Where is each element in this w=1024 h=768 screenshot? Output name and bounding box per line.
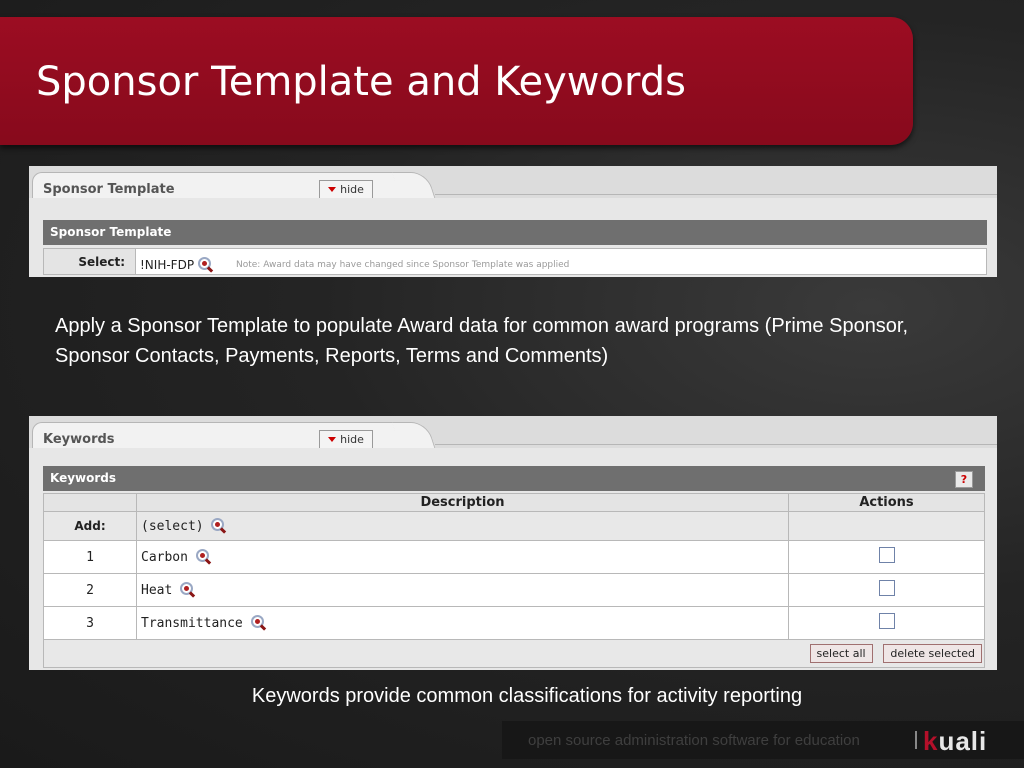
magnifier-icon[interactable]: [251, 615, 264, 628]
table-footer-row: [44, 640, 985, 668]
footer-bar: [502, 721, 1024, 759]
keyword-description: Carbon: [137, 541, 789, 574]
sponsor-template-panel: [29, 166, 997, 277]
keywords-table: [43, 493, 985, 668]
row-select-checkbox[interactable]: [879, 580, 895, 596]
keywords-hide-button[interactable]: hide: [319, 430, 373, 449]
keyword-description: Heat: [137, 574, 789, 607]
sponsor-tab-strip: [29, 166, 997, 198]
sponsor-tab-title: Sponsor Template: [43, 182, 175, 197]
keywords-section-header: Keywords ?: [43, 466, 985, 491]
footer-divider: [915, 731, 917, 749]
sponsor-hide-button[interactable]: hide: [319, 180, 373, 199]
delete-selected-button[interactable]: delete selected: [883, 644, 982, 663]
sponsor-template-value: !NIH-FDP: [140, 257, 211, 272]
row-select-checkbox[interactable]: [879, 613, 895, 629]
caption-keywords: Keywords provide common classifications for activity reporting: [251, 685, 803, 707]
sponsor-section-header: Sponsor Template: [43, 220, 987, 245]
add-keyword-row: [44, 512, 985, 541]
column-header-number: [44, 494, 137, 512]
keyword-description: Transmittance: [137, 607, 789, 640]
table-header-row: [44, 494, 985, 512]
row-select-checkbox[interactable]: [879, 547, 895, 563]
sponsor-note: Note: Award data may have changed since Sponsor Template was applied: [236, 260, 570, 270]
kuali-logo: kuali: [923, 726, 988, 756]
help-icon[interactable]: ?: [955, 471, 973, 488]
row-number: 3: [44, 607, 137, 640]
column-header-description: Description: [137, 494, 789, 512]
caption-sponsor: Apply a Sponsor Template to populate Award data for common award programs (Prime Sponsor, Sponsor Contacts, Payments, Reports, Terms and Comments): [55, 315, 909, 367]
row-number: 2: [44, 574, 137, 607]
add-keyword-cell: [137, 512, 789, 541]
select-all-button[interactable]: select all: [810, 644, 873, 663]
magnifier-icon[interactable]: [180, 582, 193, 595]
add-label: Add:: [44, 512, 137, 541]
keywords-tab-strip: [29, 416, 997, 448]
add-keyword-value: (select): [141, 519, 204, 534]
table-row: [44, 541, 985, 574]
footer-tagline: open source administration software for education: [528, 732, 860, 749]
magnifier-icon[interactable]: [198, 257, 211, 270]
row-number: 1: [44, 541, 137, 574]
sponsor-select-row: [43, 248, 987, 275]
magnifier-icon[interactable]: [196, 549, 209, 562]
keywords-tab-title: Keywords: [43, 432, 115, 447]
slide-title: Sponsor Template and Keywords: [36, 59, 686, 105]
magnifier-icon[interactable]: [211, 518, 224, 531]
column-header-actions: Actions: [789, 494, 985, 512]
keywords-panel: [29, 416, 997, 670]
select-label: Select:: [44, 249, 136, 274]
table-row: [44, 574, 985, 607]
table-row: [44, 607, 985, 640]
caret-down-icon: [328, 187, 336, 192]
caret-down-icon: [328, 437, 336, 442]
